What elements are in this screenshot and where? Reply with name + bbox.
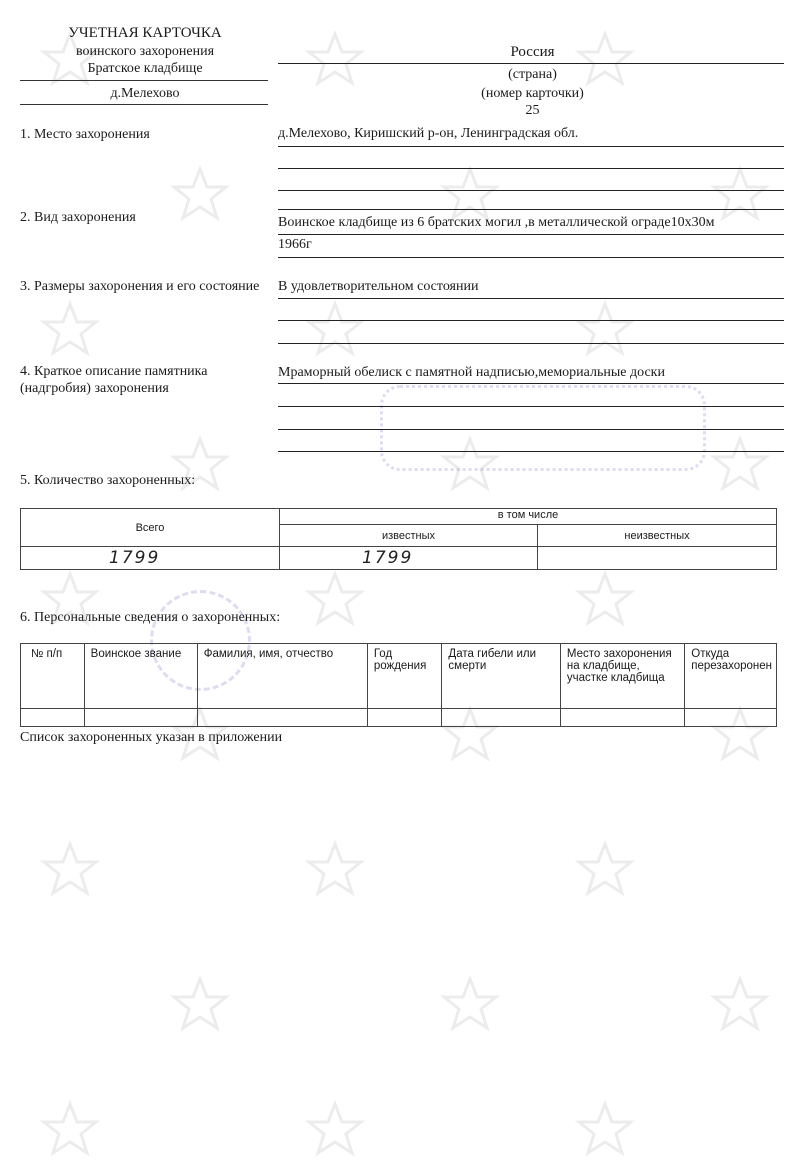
star-watermark-icon (305, 840, 365, 900)
personal-data-table (20, 643, 777, 727)
table-cell (442, 709, 560, 727)
divider-line (278, 209, 784, 210)
unknown-header: неизвестных (538, 525, 777, 547)
card-number: 25 (525, 103, 540, 118)
divider-line (278, 168, 784, 169)
star-watermark-icon (575, 570, 635, 630)
column-header: Год рождения (367, 644, 442, 709)
star-watermark-icon (440, 975, 500, 1035)
column-header: Дата гибели или смерти (442, 644, 560, 709)
monument-label: 4. Краткое описание памятника (надгробия) захоронения (20, 364, 208, 396)
star-watermark-icon (40, 840, 100, 900)
known-value: 1799 (280, 547, 538, 570)
column-header: № п/п (21, 644, 85, 709)
table-row (21, 709, 777, 727)
total-value: 1799 (21, 547, 280, 570)
burial-count-table (20, 508, 777, 570)
divider-line (20, 80, 268, 81)
divider-line (278, 406, 784, 407)
including-header: в том числе (280, 509, 777, 525)
table-cell (560, 709, 684, 727)
divider-line (278, 343, 784, 344)
personal-label: 6. Персональные сведения о захороненных: (20, 610, 281, 625)
divider-line (278, 383, 784, 384)
monument-value: Мраморный обелиск с памятной надписью,мемориальные доски (278, 365, 665, 380)
star-watermark-icon (575, 1100, 635, 1160)
column-header: Воинское звание (84, 644, 197, 709)
column-header: Место захоронения на кладбище, участке кладбища (560, 644, 684, 709)
stamp-mark (380, 385, 706, 471)
star-watermark-icon (710, 975, 770, 1035)
card-subtitle: воинского захоронения (75, 44, 215, 59)
country-caption: (страна) (508, 67, 557, 82)
footer-note: Список захороненных указан в приложении (20, 730, 283, 745)
star-watermark-icon (40, 300, 100, 360)
divider-line (278, 63, 784, 64)
star-watermark-icon (40, 1100, 100, 1160)
column-header: Откуда перезахоронен (685, 644, 777, 709)
card-title: УЧЕТНАЯ КАРТОЧКА (68, 25, 222, 41)
count-label: 5. Количество захороненных: (20, 473, 196, 488)
column-header: Фамилия, имя, отчество (197, 644, 367, 709)
table-cell (84, 709, 197, 727)
place-label: 1. Место захоронения (20, 127, 150, 142)
place-value: д.Мелехово, Киришский р-он, Ленинградская обл. (278, 126, 579, 141)
divider-line (20, 104, 268, 105)
type-value-line2: 1966г (278, 237, 312, 252)
star-watermark-icon (170, 975, 230, 1035)
star-watermark-icon (305, 300, 365, 360)
divider-line (278, 146, 784, 147)
divider-line (278, 429, 784, 430)
divider-line (278, 298, 784, 299)
star-watermark-icon (710, 435, 770, 495)
type-value-line1: Воинское кладбище из 6 братских могил ,в металлической ограде10х30м (278, 215, 715, 230)
size-label: 3. Размеры захоронения и его состояние (20, 279, 260, 294)
table-cell (685, 709, 777, 727)
known-header: известных (280, 525, 538, 547)
star-watermark-icon (575, 300, 635, 360)
star-watermark-icon (305, 1100, 365, 1160)
cemetery-type: Братское кладбище (87, 61, 203, 76)
table-cell (197, 709, 367, 727)
table-cell (21, 709, 85, 727)
country-value: Россия (510, 44, 555, 60)
type-label: 2. Вид захоронения (20, 210, 136, 225)
divider-line (278, 234, 784, 235)
divider-line (278, 257, 784, 258)
star-watermark-icon (710, 165, 770, 225)
divider-line (278, 190, 784, 191)
unknown-value (538, 547, 777, 570)
village-name: д.Мелехово (110, 86, 180, 101)
table-cell (367, 709, 442, 727)
total-header: Всего (21, 509, 280, 547)
star-watermark-icon (575, 840, 635, 900)
divider-line (278, 320, 784, 321)
divider-line (278, 451, 784, 452)
card-number-caption: (номер карточки) (481, 86, 584, 101)
size-value: В удовлетворительном состоянии (278, 279, 479, 294)
